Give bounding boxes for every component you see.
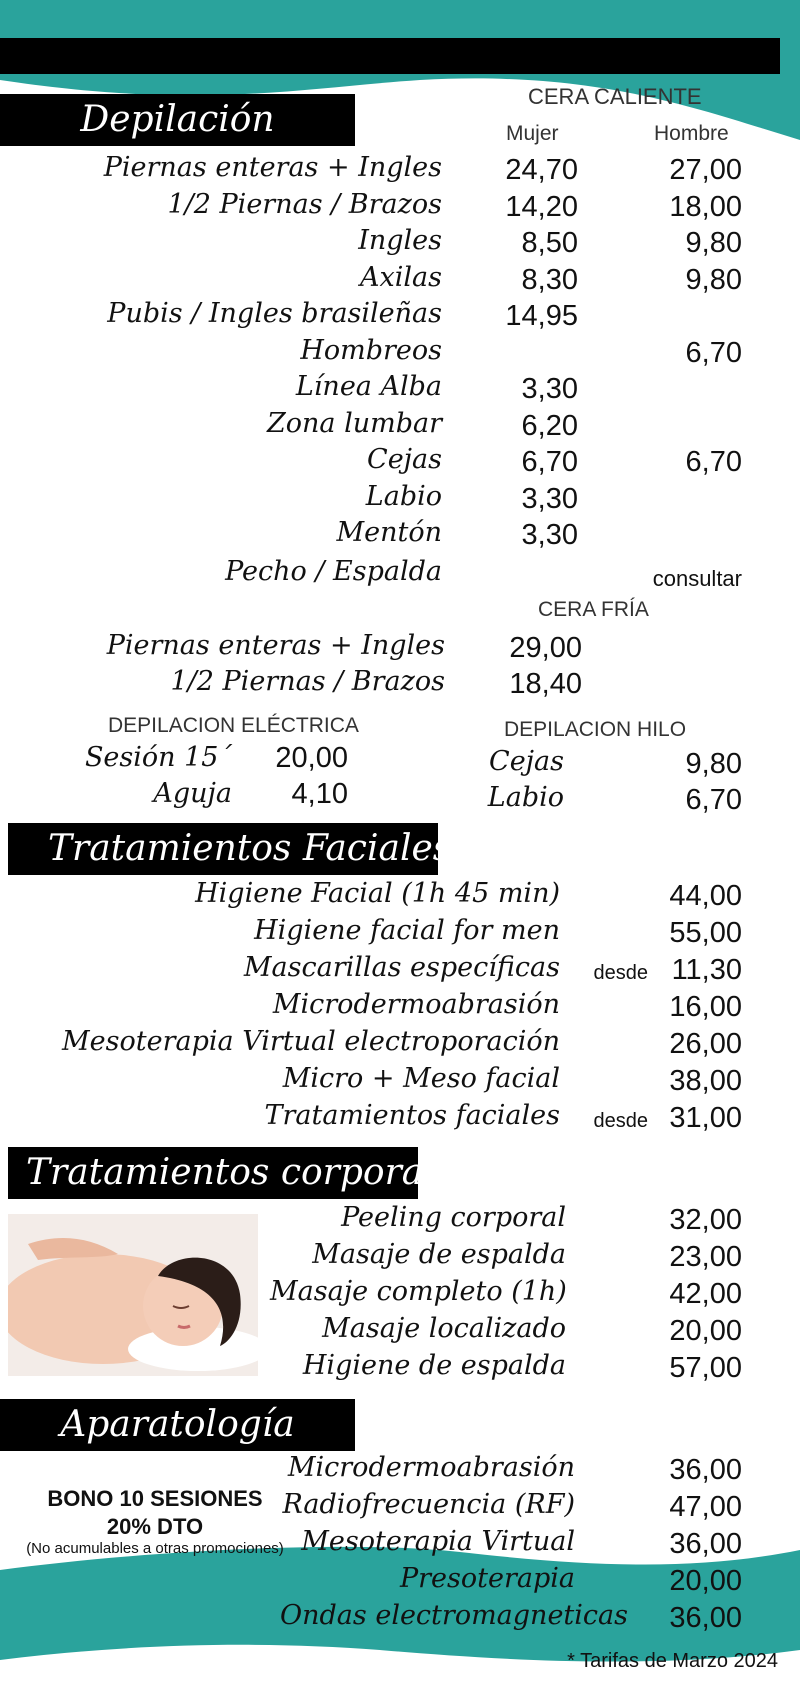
price-row-label: Piernas enteras + Ingles [106,630,445,661]
hombre-column-label: Hombre [654,122,729,145]
price-value: 20,00 [669,1565,742,1597]
price-value: 16,00 [669,991,742,1023]
price-value: 18,40 [509,668,582,700]
price-row-label: Mesoterapia Virtual electroporación [62,1026,560,1057]
price-row-label: Higiene de espalda [302,1350,566,1381]
section-title: Tratamientos corporales [26,1152,475,1193]
price-row-label: Cejas [367,444,442,475]
price-row-label: Micro + Meso facial [282,1063,560,1094]
depilacion-electrica-heading: DEPILACION ELÉCTRICA [108,714,359,737]
price-row-label: Zona lumbar [267,407,442,439]
price-row-label: Mesoterapia Virtual [301,1526,575,1557]
price-hombre: 9,80 [685,227,742,259]
price-row-label: Masaje localizado [322,1313,566,1344]
pecho-espalda-value: consultar [652,566,742,591]
price-value: 57,00 [669,1352,742,1384]
mujer-column-label: Mujer [506,122,559,145]
price-value: 23,00 [669,1241,742,1273]
price-value: 31,00 [669,1102,742,1134]
cera-fria-heading: CERA FRÍA [538,598,649,621]
price-mujer: 6,20 [521,409,578,442]
price-mujer: 3,30 [521,373,578,405]
section-title: Aparatología [60,1404,295,1445]
bono-line-1: BONO 10 SESIONES [47,1486,263,1511]
section-header-depilacion [0,94,355,146]
price-value: 42,00 [669,1278,742,1310]
price-row-label: Mentón [336,517,442,548]
price-row-label: Cejas [489,746,564,777]
price-mujer: 8,50 [521,227,578,259]
pecho-espalda-label: Pecho / Espalda [225,556,442,587]
price-row-label: Ingles [358,225,442,256]
price-value: 47,00 [669,1491,742,1523]
price-prefix: desde [593,962,648,984]
price-value: 32,00 [669,1204,742,1236]
price-value: 20,00 [669,1315,742,1347]
section-title: Tratamientos Faciales [48,828,452,869]
price-mujer: 14,20 [505,190,578,223]
bono-note: (No acumulables a otras promociones) [26,1540,284,1557]
cera-caliente-heading: CERA CALIENTE [528,84,702,109]
section-header-aparatologia [0,1399,355,1451]
massage-photo [8,1214,258,1376]
price-mujer: 8,30 [521,263,578,296]
price-row-label: Presoterapia [399,1563,575,1594]
price-row-label: Microdermoabrasión [272,989,560,1020]
price-hombre: 27,00 [669,154,742,186]
price-row-label: Axilas [360,261,442,293]
price-row-label: Sesión 15´ [84,742,232,773]
price-value: 20,00 [275,742,348,774]
price-row-label: Mascarillas específicas [243,952,560,983]
price-row-label: Línea Alba [295,371,442,402]
price-row-label: Labio [365,480,442,512]
price-value: 38,00 [669,1065,742,1097]
price-value: 6,70 [685,784,742,816]
price-row-label: Labio [487,782,564,813]
section-header-faciales [8,823,452,875]
section-title: Depilación [80,99,275,140]
price-row-label: 1/2 Piernas / Brazos [170,666,445,697]
price-value: 36,00 [669,1528,742,1560]
price-mujer: 14,95 [505,300,578,332]
section-header-corporales [8,1147,475,1199]
price-hombre: 6,70 [685,336,742,369]
price-value: 55,00 [669,917,742,949]
footer-note: * Tarifas de Marzo 2024 [567,1650,778,1672]
price-row-label: Peeling corporal [341,1202,566,1233]
price-value: 11,30 [671,954,742,986]
price-value: 4,10 [291,778,348,810]
price-hombre: 6,70 [685,446,742,478]
price-row-label: Radiofrecuencia (RF) [282,1489,575,1520]
price-hombre: 18,00 [669,190,742,223]
price-mujer: 3,30 [521,519,578,551]
bono-line-2: 20% DTO [106,1514,204,1539]
price-row-label: Masaje completo (1h) [270,1276,567,1307]
price-row-label: Ondas electromagneticas [280,1600,628,1631]
price-mujer: 24,70 [505,154,578,186]
price-value: 9,80 [685,748,742,780]
price-mujer: 6,70 [521,446,578,478]
price-row-label: 1/2 Piernas / Brazos [167,188,442,220]
price-value: 29,00 [509,632,582,664]
price-value: 36,00 [669,1454,742,1486]
price-prefix: desde [593,1110,648,1132]
price-value: 26,00 [669,1028,742,1060]
depilacion-hilo-heading: DEPILACION HILO [504,718,687,741]
price-row-label: Microdermoabrasión [287,1452,575,1483]
price-row-label: Higiene Facial (1h 45 min) [195,878,560,909]
price-row-label: Aguja [153,778,232,809]
price-row-label: Hombreos [300,334,442,366]
price-mujer: 3,30 [521,482,578,515]
price-row-label: Piernas enteras + Ingles [103,152,442,183]
price-value: 44,00 [669,880,742,912]
price-row-label: Pubis / Ingles brasileñas [107,298,442,329]
price-hombre: 9,80 [685,263,742,296]
price-row-label: Tratamientos faciales [264,1100,560,1131]
price-row-label: Higiene facial for men [254,915,560,946]
price-row-label: Masaje de espalda [312,1239,566,1270]
price-value: 36,00 [669,1602,742,1634]
